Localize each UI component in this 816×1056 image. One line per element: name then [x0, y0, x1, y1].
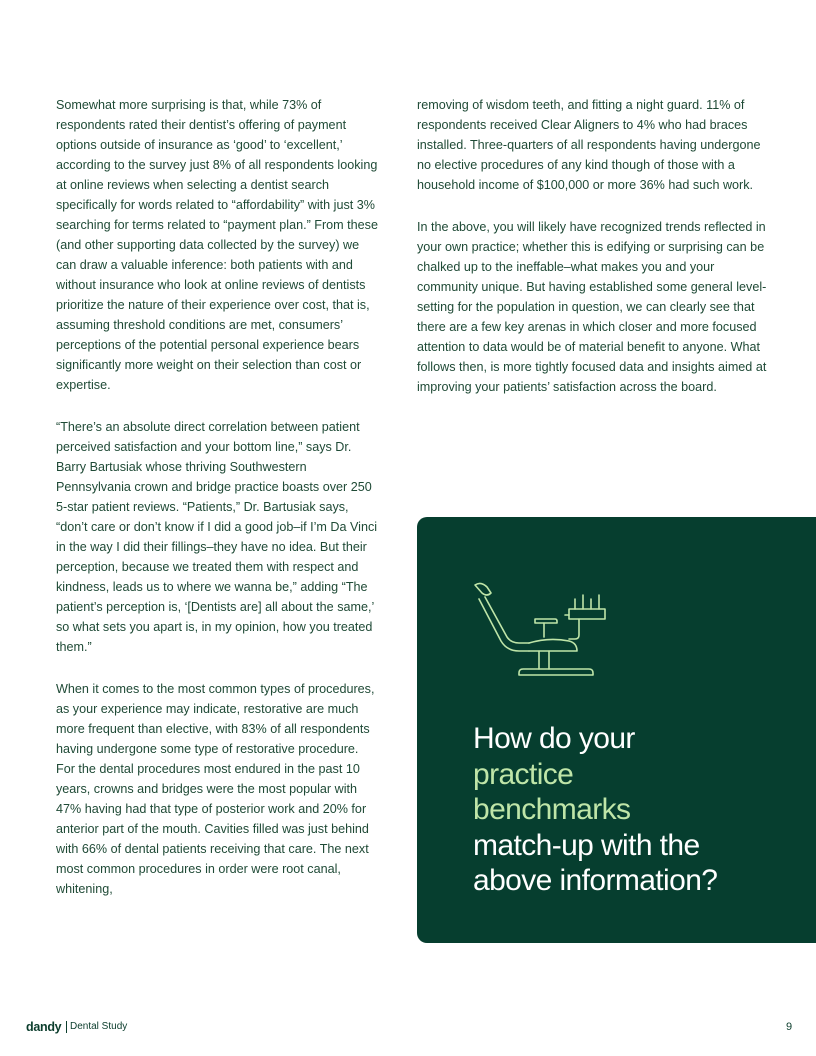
dental-chair-icon [469, 579, 609, 687]
paragraph-trends: In the above, you will likely have recognized trends reflected in your own practice; whether this is edifying or surprising can be chalked up to the ineffable–what makes you and your community unique. But having established some general level-setting for the population in question, we can clearly see that there are a few key arenas in which closer and more focused attention to data would be of material benefit to anyone. What follows then, is more tightly focused data and insights aimed at improving your patients’ satisfaction across the board. [417, 220, 767, 394]
callout-line: above information? [473, 864, 718, 897]
dandy-logo: dandy [26, 1020, 62, 1034]
paragraph-procedures-continued: removing of wisdom teeth, and fitting a night guard. 11% of respondents received Clear Aligners to 4% who had braces installed. Three-quarters of all respondents having undergone no elective procedures of any kind though of those with a household income of $100,000 or more 36% had such work. [417, 98, 761, 192]
callout-line-highlight: benchmarks [473, 793, 631, 826]
left-column [56, 95, 378, 921]
callout-line: match-up with the [473, 828, 700, 862]
callout-line-highlight: practice [473, 757, 574, 791]
page-number: 9 [786, 1021, 793, 1033]
paragraph-procedures: When it comes to the most common types of procedures, as your experience may indicate, restorative are much more frequent than elective, with 83% of all respondents having undergone some type of restorative procedure. For the dental procedures most endured in the past 10 years, crowns and bridges were the most popular with 47% having had that type of posterior work and 20% for anterior part of the mouth. Cavities filled was just behind with 66% of dental patients receiving that care. The next most common procedures in order were root canal, whitening, [56, 682, 375, 896]
benchmark-callout [417, 517, 816, 943]
callout-question [473, 721, 773, 899]
footer-label: Dental Study [70, 1021, 128, 1032]
footer-divider [66, 1021, 67, 1033]
right-column [417, 95, 767, 419]
paragraph-survey-payment: Somewhat more surprising is that, while 73% of respondents rated their dentist’s offering of payment options outside of insurance as ‘good’ to ‘excellent,’ according to the survey just 8% of all respondents looking at online reviews when selecting a dentist search specifically for words related to “affordability” with just 3% searching for terms related to “payment plan.” From these (and other supporting data collected by the survey) we can draw a valuable inference: both patients with and without insurance who look at online reviews of dentists prioritize the nature of their experience over cost, that is, assuming threshold conditions are met, consumers’ perceptions of the potential personal experience bears significantly more weight on their selection than cost or expertise. [56, 98, 378, 392]
callout-line: How do your [473, 722, 635, 755]
paragraph-bartusiak-quote: “There’s an absolute direct correlation between patient perceived satisfaction and your bottom line,” says Dr. Barry Bartusiak whose thriving Southwestern Pennsylvania crown and bridge practice boasts over 250 5-star patient reviews. “Patients,” Dr. Bartusiak says, “don’t care or don’t know if I did a good job–if I’m Da Vinci in the way I did their fillings–they have no idea. But their perception, because we treated them with respect and kindness, leads us to where we wanna be,” adding “The patient’s perception is, ‘[Dentists are] all about the same,’ so what sets you apart is, in my opinion, how you treated them.” [56, 420, 378, 654]
